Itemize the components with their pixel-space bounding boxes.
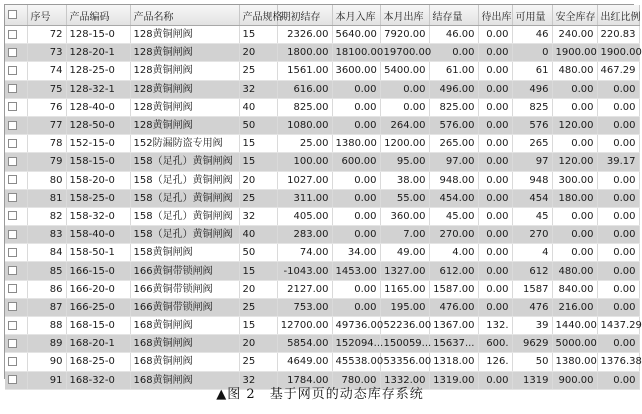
table-cell: 476: [512, 298, 552, 316]
table-cell: 15637...: [429, 335, 478, 353]
table-cell: -1043.00: [277, 262, 332, 280]
table-cell: 5000.00: [552, 335, 597, 353]
table-cell: 53356.00: [380, 353, 429, 371]
table-cell: 158（足孔）黄铜闸阀: [130, 153, 239, 171]
row-checkbox[interactable]: [5, 62, 27, 80]
table-cell: 840.00: [552, 280, 597, 298]
table-cell: 85: [27, 262, 66, 280]
row-checkbox[interactable]: [5, 80, 27, 98]
table-cell: 81: [27, 189, 66, 207]
table-cell: 270: [512, 226, 552, 244]
table-cell: 0.00: [552, 244, 597, 262]
table-cell: 15: [239, 317, 277, 335]
table-cell: 166黄铜带锁闸阀: [130, 262, 239, 280]
table-cell: 76: [27, 98, 66, 116]
table-cell: 50: [239, 116, 277, 134]
table-cell: 12700.00: [277, 317, 332, 335]
inventory-table: [5, 5, 640, 390]
table-cell: 45: [512, 207, 552, 225]
table-cell: 1080.00: [277, 116, 332, 134]
table-row[interactable]: [5, 116, 639, 134]
table-cell: 1561.00: [277, 62, 332, 80]
table-row[interactable]: [5, 44, 639, 62]
table-cell: 948.00: [429, 171, 478, 189]
table-cell: 49.00: [380, 244, 429, 262]
table-cell: 46: [512, 26, 552, 44]
table-cell: 467.29: [597, 62, 639, 80]
row-checkbox[interactable]: [5, 353, 27, 371]
table-cell: 0.00: [478, 153, 512, 171]
row-checkbox[interactable]: [5, 189, 27, 207]
table-cell: 75: [27, 80, 66, 98]
table-cell: 158（足孔）黄铜闸阀: [130, 189, 239, 207]
table-cell: 18100.00: [332, 44, 380, 62]
table-cell: 216.00: [552, 298, 597, 316]
table-cell: 7.00: [380, 226, 429, 244]
table-cell: 50: [239, 244, 277, 262]
table-cell: 50: [512, 353, 552, 371]
table-cell: 45538.00: [332, 353, 380, 371]
table-cell: 132.: [478, 317, 512, 335]
table-cell: 0.00: [332, 280, 380, 298]
table-cell: 158-50-1: [66, 244, 130, 262]
table-cell: 0.00: [597, 262, 639, 280]
table-cell: 74.00: [277, 244, 332, 262]
column-header[interactable]: 结存量: [429, 5, 478, 26]
table-cell: 0.00: [597, 280, 639, 298]
table-cell: 0: [512, 44, 552, 62]
table-row[interactable]: [5, 62, 639, 80]
table-cell: 1319: [512, 371, 552, 389]
table-cell: 89: [27, 335, 66, 353]
table-cell: 476.00: [429, 298, 478, 316]
table-cell: 0.00: [597, 244, 639, 262]
table-cell: 128-20-1: [66, 44, 130, 62]
table-cell: 1165.00: [380, 280, 429, 298]
table-cell: 180.00: [552, 189, 597, 207]
table-cell: 78: [27, 135, 66, 153]
table-cell: 612: [512, 262, 552, 280]
row-checkbox[interactable]: [5, 280, 27, 298]
table-cell: 79: [27, 153, 66, 171]
table-cell: 0.00: [478, 98, 512, 116]
table-cell: 39.17: [597, 153, 639, 171]
table-cell: 0.00: [597, 80, 639, 98]
table-cell: 0.00: [478, 244, 512, 262]
table-cell: 25: [239, 62, 277, 80]
table-cell: 1318.00: [429, 353, 478, 371]
table-cell: 1800.00: [277, 44, 332, 62]
table-cell: 2326.00: [277, 26, 332, 44]
table-cell: 32: [239, 80, 277, 98]
table-row[interactable]: [5, 317, 639, 335]
table-cell: 128黄铜闸阀: [130, 80, 239, 98]
table-cell: 20: [239, 280, 277, 298]
table-cell: 576: [512, 116, 552, 134]
table-cell: 168黄铜闸阀: [130, 317, 239, 335]
table-cell: 158（足孔）黄铜闸阀: [130, 226, 239, 244]
table-cell: 86: [27, 280, 66, 298]
table-row[interactable]: [5, 280, 639, 298]
table-cell: 1437.29: [597, 317, 639, 335]
table-cell: 90: [27, 353, 66, 371]
table-cell: 0.00: [597, 189, 639, 207]
column-header[interactable]: 期初结存: [277, 5, 332, 26]
table-cell: 0.00: [478, 62, 512, 80]
table-cell: 2127.00: [277, 280, 332, 298]
table-cell: 9629: [512, 335, 552, 353]
table-cell: 0.00: [597, 335, 639, 353]
table-cell: 158-20-0: [66, 171, 130, 189]
table-cell: 5640.00: [332, 26, 380, 44]
column-header[interactable]: 可用量: [512, 5, 552, 26]
table-cell: 25: [239, 298, 277, 316]
table-cell: 0.00: [597, 98, 639, 116]
column-header[interactable]: 产品编码: [66, 5, 130, 26]
table-cell: 0.00: [478, 207, 512, 225]
table-cell: 20: [239, 44, 277, 62]
table-cell: 158（足孔）黄铜闸阀: [130, 207, 239, 225]
table-cell: 5854.00: [277, 335, 332, 353]
table-cell: 4: [512, 244, 552, 262]
table-cell: 120.00: [552, 153, 597, 171]
row-checkbox[interactable]: [5, 171, 27, 189]
table-cell: 300.00: [552, 171, 597, 189]
table-cell: 0.00: [478, 80, 512, 98]
table-cell: 0.00: [597, 171, 639, 189]
table-cell: 1027.00: [277, 171, 332, 189]
table-cell: 1900.00: [552, 44, 597, 62]
table-cell: 20: [239, 335, 277, 353]
table-cell: 15: [239, 262, 277, 280]
table-row[interactable]: [5, 98, 639, 116]
table-cell: 0.00: [478, 116, 512, 134]
table-cell: 1900.00: [597, 44, 639, 62]
table-cell: 825.00: [277, 98, 332, 116]
table-cell: 100.00: [277, 153, 332, 171]
table-row[interactable]: [5, 262, 639, 280]
table-cell: 0.00: [552, 226, 597, 244]
column-header[interactable]: 序号: [27, 5, 66, 26]
table-cell: 168黄铜闸阀: [130, 335, 239, 353]
table-cell: 900.00: [552, 371, 597, 389]
table-cell: 15: [239, 26, 277, 44]
table-cell: 825: [512, 98, 552, 116]
table-cell: 19700.00: [380, 44, 429, 62]
table-cell: 83: [27, 226, 66, 244]
table-cell: 32: [239, 207, 277, 225]
table-cell: 454: [512, 189, 552, 207]
table-cell: 166-20-0: [66, 280, 130, 298]
table-cell: 166-15-0: [66, 262, 130, 280]
table-header-row: [5, 5, 639, 26]
table-cell: 496.00: [429, 80, 478, 98]
table-cell: 1587: [512, 280, 552, 298]
table-cell: 166黄铜带锁闸阀: [130, 298, 239, 316]
table-row[interactable]: [5, 153, 639, 171]
table-cell: 49736.00: [332, 317, 380, 335]
table-cell: 1453.00: [332, 262, 380, 280]
table-cell: 1332.00: [380, 371, 429, 389]
table-cell: 0.00: [478, 189, 512, 207]
table-cell: 0.00: [380, 80, 429, 98]
table-cell: 948: [512, 171, 552, 189]
table-cell: 74: [27, 62, 66, 80]
table-cell: 0.00: [332, 207, 380, 225]
table-cell: 0.00: [332, 116, 380, 134]
table-cell: 4649.00: [277, 353, 332, 371]
table-cell: 128-40-0: [66, 98, 130, 116]
table-row[interactable]: [5, 244, 639, 262]
table-row[interactable]: [5, 135, 639, 153]
table-row[interactable]: [5, 207, 639, 225]
table-cell: 5400.00: [380, 62, 429, 80]
table-cell: 480.00: [552, 262, 597, 280]
table-body: [5, 26, 642, 390]
table-cell: 40: [239, 226, 277, 244]
table-row[interactable]: [5, 26, 639, 44]
table-cell: 1376.38: [597, 353, 639, 371]
table-cell: 311.00: [277, 189, 332, 207]
row-checkbox[interactable]: [5, 226, 27, 244]
table-row[interactable]: [5, 226, 639, 244]
table-cell: 158（足孔）黄铜闸阀: [130, 171, 239, 189]
table-cell: 0.00: [478, 26, 512, 44]
table-cell: 0.00: [332, 98, 380, 116]
table-cell: 46.00: [429, 26, 478, 44]
table-cell: 168-15-0: [66, 317, 130, 335]
table-row[interactable]: [5, 189, 639, 207]
row-checkbox[interactable]: [5, 207, 27, 225]
table-row[interactable]: [5, 80, 639, 98]
table-cell: 80: [27, 171, 66, 189]
row-checkbox[interactable]: [5, 116, 27, 134]
row-checkbox[interactable]: [5, 244, 27, 262]
row-checkbox[interactable]: [5, 335, 27, 353]
table-cell: 0.00: [429, 44, 478, 62]
table-cell: 220.83: [597, 26, 639, 44]
table-cell: 84: [27, 244, 66, 262]
table-cell: 7920.00: [380, 26, 429, 44]
table-cell: 0.00: [478, 280, 512, 298]
table-cell: 168-25-0: [66, 353, 130, 371]
table-cell: 0.00: [552, 135, 597, 153]
table-cell: 0.00: [332, 298, 380, 316]
table-cell: 1380.00: [552, 353, 597, 371]
table-cell: 0.00: [597, 135, 639, 153]
table-cell: 128黄铜闸阀: [130, 62, 239, 80]
row-checkbox[interactable]: [5, 98, 27, 116]
table-cell: 0.00: [478, 371, 512, 389]
table-cell: 126.: [478, 353, 512, 371]
table-cell: 265: [512, 135, 552, 153]
table-cell: 128-15-0: [66, 26, 130, 44]
table-cell: 0.00: [597, 371, 639, 389]
column-header[interactable]: 本月入库: [332, 5, 380, 26]
row-checkbox[interactable]: [5, 262, 27, 280]
table-cell: 360.00: [380, 207, 429, 225]
table-row[interactable]: [5, 353, 639, 371]
table-cell: 95.00: [380, 153, 429, 171]
column-header[interactable]: 出红比例: [597, 5, 639, 26]
column-header[interactable]: 本月出库: [380, 5, 429, 26]
table-cell: 77: [27, 116, 66, 134]
table-cell: 128黄铜闸阀: [130, 98, 239, 116]
table-cell: 25: [239, 353, 277, 371]
table-cell: 32: [239, 371, 277, 389]
table-cell: 1440.00: [552, 317, 597, 335]
table-cell: 128-32-1: [66, 80, 130, 98]
table-cell: 0.00: [478, 226, 512, 244]
table-cell: 20: [239, 171, 277, 189]
table-cell: 128黄铜闸阀: [130, 44, 239, 62]
table-cell: 128-50-0: [66, 116, 130, 134]
table-cell: 753.00: [277, 298, 332, 316]
table-cell: 87: [27, 298, 66, 316]
row-checkbox[interactable]: [5, 298, 27, 316]
table-cell: 0.00: [332, 80, 380, 98]
table-cell: 45.00: [429, 207, 478, 225]
table-cell: 15: [239, 153, 277, 171]
figure-caption: ▲图 2 基于网页的动态库存系统: [216, 387, 424, 402]
table-cell: 0.00: [478, 298, 512, 316]
table-cell: 825.00: [429, 98, 478, 116]
table-cell: 0.00: [332, 189, 380, 207]
table-cell: 600.: [478, 335, 512, 353]
table-cell: 40: [239, 98, 277, 116]
table-cell: 168-32-0: [66, 371, 130, 389]
table-cell: 240.00: [552, 26, 597, 44]
row-checkbox[interactable]: [5, 26, 27, 44]
table-cell: 283.00: [277, 226, 332, 244]
table-cell: 38.00: [380, 171, 429, 189]
table-cell: 1784.00: [277, 371, 332, 389]
table-cell: 15: [239, 135, 277, 153]
table-cell: 1367.00: [429, 317, 478, 335]
column-header[interactable]: 待出库: [478, 5, 512, 26]
table-cell: 1327.00: [380, 262, 429, 280]
table-cell: 265.00: [429, 135, 478, 153]
table-cell: 1319.00: [429, 371, 478, 389]
table-cell: 61.00: [429, 62, 478, 80]
table-cell: 264.00: [380, 116, 429, 134]
table-cell: 158-32-0: [66, 207, 130, 225]
table-cell: 0.00: [478, 135, 512, 153]
table-cell: 600.00: [332, 153, 380, 171]
table-cell: 166-25-0: [66, 298, 130, 316]
table-cell: 97: [512, 153, 552, 171]
table-cell: 0.00: [380, 98, 429, 116]
table-cell: 52236.00: [380, 317, 429, 335]
table-cell: 270.00: [429, 226, 478, 244]
table-cell: 0.00: [597, 116, 639, 134]
table-cell: 0.00: [552, 80, 597, 98]
table-cell: 168黄铜闸阀: [130, 353, 239, 371]
row-checkbox[interactable]: [5, 153, 27, 171]
table-row[interactable]: [5, 335, 639, 353]
column-header[interactable]: 产品名称: [130, 5, 239, 26]
table-cell: 91: [27, 371, 66, 389]
table-cell: 158黄铜闸阀: [130, 244, 239, 262]
table-cell: 0.00: [478, 44, 512, 62]
table-cell: 152094...: [332, 335, 380, 353]
table-cell: 612.00: [429, 262, 478, 280]
table-cell: 82: [27, 207, 66, 225]
table-cell: 158-40-0: [66, 226, 130, 244]
table-cell: 0.00: [597, 298, 639, 316]
table-cell: 496: [512, 80, 552, 98]
select-all-checkbox[interactable]: [5, 5, 27, 26]
column-header[interactable]: 安全库存: [552, 5, 597, 26]
table-cell: 128黄铜闸阀: [130, 116, 239, 134]
table-cell: 158-15-0: [66, 153, 130, 171]
table-cell: 150059...: [380, 335, 429, 353]
table-cell: 25: [239, 189, 277, 207]
table-cell: 0.00: [597, 226, 639, 244]
table-cell: 97.00: [429, 153, 478, 171]
row-checkbox[interactable]: [5, 135, 27, 153]
table-cell: 128-25-0: [66, 62, 130, 80]
table-cell: 88: [27, 317, 66, 335]
table-cell: 72: [27, 26, 66, 44]
table-cell: 25.00: [277, 135, 332, 153]
table-cell: 616.00: [277, 80, 332, 98]
table-cell: 158-25-0: [66, 189, 130, 207]
table-cell: 168-20-1: [66, 335, 130, 353]
inventory-grid-window: [4, 4, 642, 386]
table-cell: 166黄铜带锁闸阀: [130, 280, 239, 298]
table-cell: 0.00: [478, 171, 512, 189]
table-cell: 1380.00: [332, 135, 380, 153]
table-cell: 120.00: [552, 116, 597, 134]
table-cell: 0.00: [332, 226, 380, 244]
table-cell: 152-15-0: [66, 135, 130, 153]
table-cell: 1200.00: [380, 135, 429, 153]
table-cell: 0.00: [552, 207, 597, 225]
column-header[interactable]: 产品规格: [239, 5, 277, 26]
table-cell: 405.00: [277, 207, 332, 225]
table-cell: 454.00: [429, 189, 478, 207]
table-cell: 576.00: [429, 116, 478, 134]
table-cell: 39: [512, 317, 552, 335]
table-cell: 168黄铜闸阀: [130, 371, 239, 389]
table-row[interactable]: [5, 298, 639, 316]
table-cell: 0.00: [478, 262, 512, 280]
table-cell: 34.00: [332, 244, 380, 262]
table-cell: 3600.00: [332, 62, 380, 80]
table-cell: 4.00: [429, 244, 478, 262]
table-cell: 195.00: [380, 298, 429, 316]
table-cell: 0.00: [332, 171, 380, 189]
table-cell: 55.00: [380, 189, 429, 207]
table-cell: 0.00: [597, 207, 639, 225]
table-cell: 128黄铜闸阀: [130, 26, 239, 44]
table-cell: 1587.00: [429, 280, 478, 298]
table-cell: 780.00: [332, 371, 380, 389]
table-cell: 61: [512, 62, 552, 80]
table-row[interactable]: [5, 171, 639, 189]
row-checkbox[interactable]: [5, 317, 27, 335]
table-cell: 0.00: [552, 98, 597, 116]
table-cell: 73: [27, 44, 66, 62]
table-cell: 152防漏防盗专用阀: [130, 135, 239, 153]
table-cell: 480.00: [552, 62, 597, 80]
row-checkbox[interactable]: [5, 44, 27, 62]
